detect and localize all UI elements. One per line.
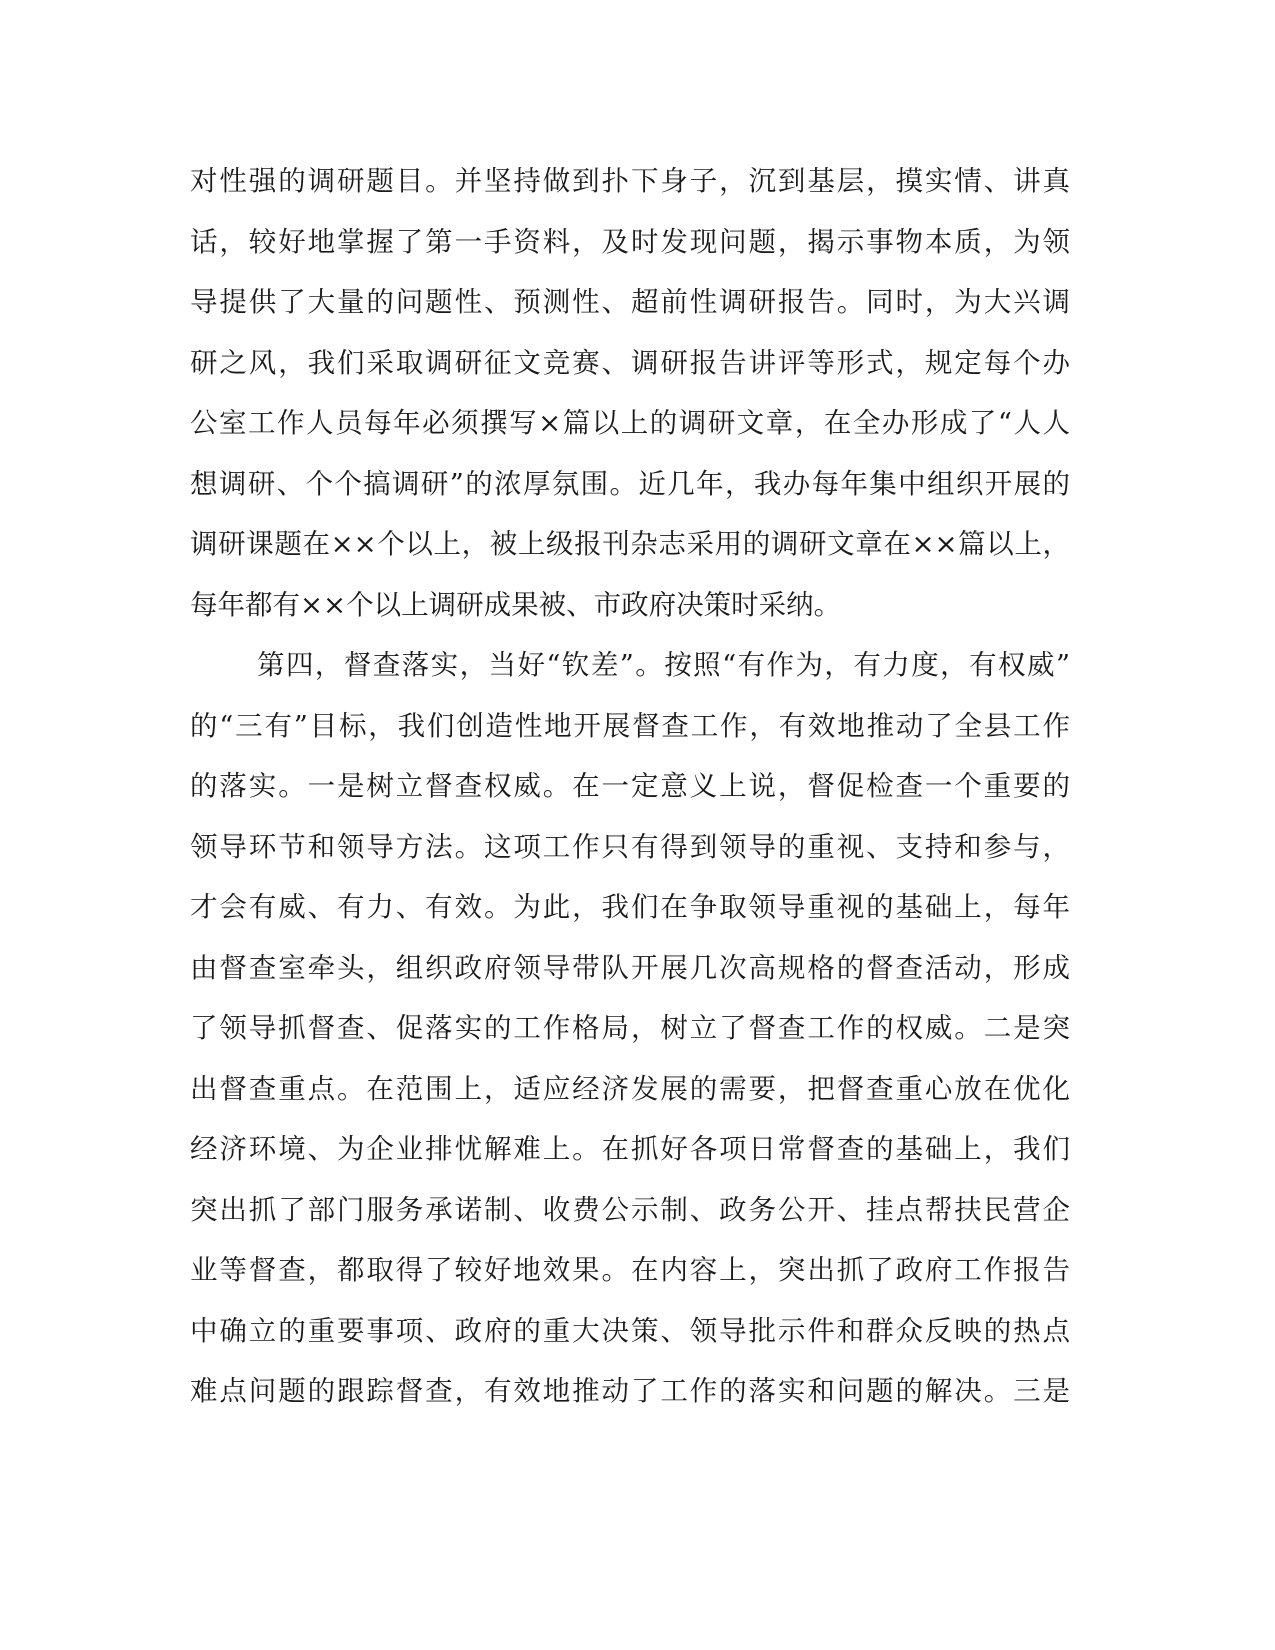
text-line: 业等督查，都取得了较好地效果。在内容上，突出抓了政府工作报告	[190, 1254, 1070, 1286]
text-line: 对性强的调研题目。并坚持做到扑下身子，沉到基层，摸实情、讲真	[190, 165, 1070, 197]
paragraph-end-line: 每年都有××个以上调研成果被、市政府决策时采纳。	[190, 588, 842, 621]
text-line: 出督查重点。在范围上，适应经济发展的需要，把督查重心放在优化	[190, 1072, 1070, 1105]
text-line: 才会有威、有力、有效。为此，我们在争取领导重视的基础上，每年	[190, 891, 1070, 923]
paragraph-start-line: 第四，督查落实，当好“钦差”。按照“有作为，有力度，有权威”	[257, 649, 1070, 681]
text-line: 导提供了大量的问题性、预测性、超前性调研报告。同时，为大兴调	[190, 286, 1070, 318]
text-line: 难点问题的跟踪督查，有效地推动了工作的落实和问题的解决。三是	[190, 1375, 1070, 1407]
text-line: 由督查室牵头，组织政府领导带队开展几次高规格的督查活动，形成	[190, 951, 1070, 984]
text-line: 中确立的重要事项、政府的重大决策、领导批示件和群众反映的热点	[190, 1314, 1070, 1347]
text-line: 的“三有”目标，我们创造性地开展督查工作，有效地推动了全县工作	[190, 709, 1070, 742]
text-line: 话，较好地掌握了第一手资料，及时发现问题，揭示事物本质，为领	[190, 225, 1070, 258]
text-line: 的落实。一是树立督查权威。在一定意义上说，督促检查一个重要的	[190, 770, 1070, 802]
body-text	[190, 161, 1070, 1432]
text-line: 突出抓了部门服务承诺制、收费公示制、政务公开、挂点帮扶民营企	[190, 1193, 1070, 1226]
text-line: 经济环境、为企业排忧解难上。在抓好各项日常督查的基础上，我们	[190, 1133, 1070, 1165]
text-line: 调研课题在××个以上，被上级报刊杂志采用的调研文章在××篇以上，	[190, 528, 1070, 560]
text-line: 公室工作人员每年必须撰写×篇以上的调研文章，在全办形成了“人人	[190, 407, 1070, 439]
text-line: 了领导抓督查、促落实的工作格局，树立了督查工作的权威。二是突	[190, 1012, 1070, 1044]
text-line: 研之风，我们采取调研征文竞赛、调研报告讲评等形式，规定每个办	[190, 346, 1070, 379]
text-line: 领导环节和领导方法。这项工作只有得到领导的重视、支持和参与，	[190, 830, 1070, 863]
text-line: 想调研、个个搞调研”的浓厚氛围。近几年，我办每年集中组织开展的	[190, 467, 1070, 500]
